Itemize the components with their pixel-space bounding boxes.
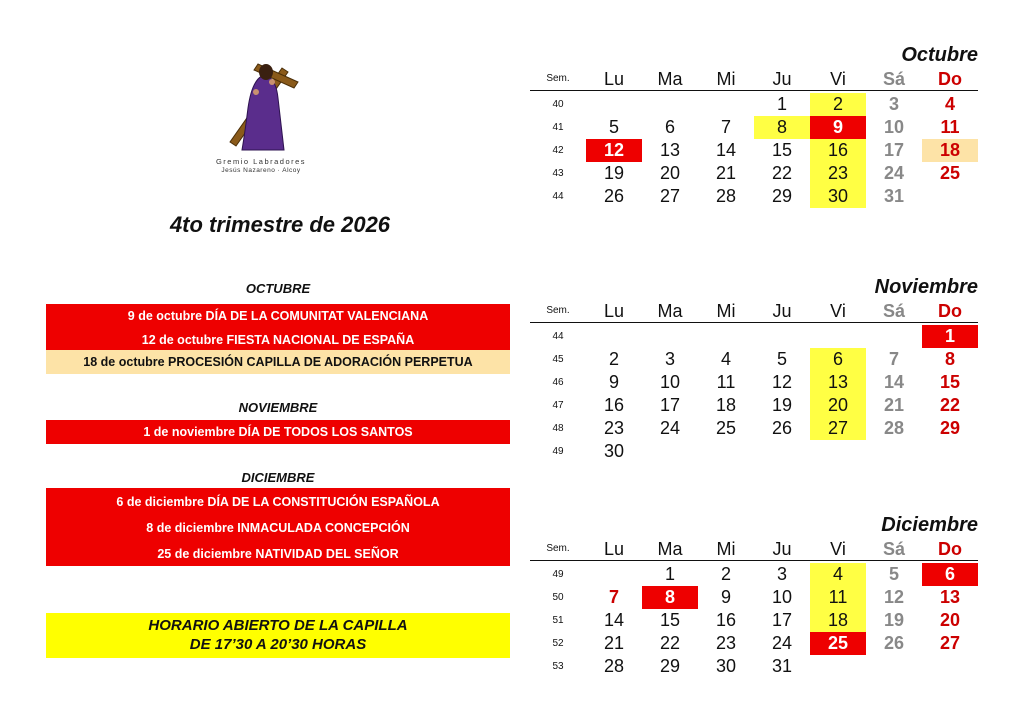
week-number: 48: [552, 423, 564, 434]
day-cell: 21: [715, 163, 737, 183]
weekday-header: Ma: [657, 539, 683, 559]
weekday-header: Ju: [772, 539, 792, 559]
day-cell: 13: [659, 140, 681, 160]
month-title: Octubre: [901, 44, 978, 66]
day-cell: 15: [771, 140, 793, 160]
week-row: [530, 162, 978, 185]
day-cell: 14: [715, 140, 737, 160]
empty-day-cell: [810, 655, 866, 678]
week-row: [530, 417, 978, 440]
day-cell: 27: [939, 633, 961, 653]
holiday-item: 8 de diciembre INMACULADA CONCEPCIÓN: [46, 516, 510, 540]
week-row: [530, 371, 978, 394]
day-cell: 2: [810, 93, 866, 116]
day-cell: 4: [944, 94, 955, 114]
day-cell: 11: [940, 117, 960, 137]
holiday-item: 25 de diciembre NATIVIDAD DEL SEÑOR: [46, 542, 510, 566]
weekday-header: Lu: [603, 539, 625, 559]
calendar-octubre: [530, 44, 978, 214]
week-number: 44: [552, 331, 564, 342]
day-cell: 29: [939, 418, 961, 438]
week-row: [530, 93, 978, 116]
empty-day-cell: [922, 655, 978, 678]
week-number: 45: [552, 354, 564, 365]
empty-day-cell: [810, 440, 866, 463]
weekday-header: Ju: [772, 69, 792, 89]
empty-day-cell: [922, 185, 978, 208]
day-cell: 17: [659, 395, 681, 415]
day-cell: 25: [715, 418, 737, 438]
day-cell: 16: [810, 139, 866, 162]
week-number: 49: [552, 569, 564, 580]
day-cell: 8: [642, 586, 698, 609]
day-cell: 6: [664, 117, 675, 137]
day-cell: 27: [659, 186, 681, 206]
day-cell: 10: [883, 117, 905, 137]
day-cell: 9: [720, 587, 731, 607]
day-cell: 19: [771, 395, 793, 415]
week-number-header: Sem.: [546, 73, 570, 84]
logo-text-gremio: Gremio Labradores: [215, 157, 307, 166]
week-number: 46: [552, 377, 564, 388]
empty-day-cell: [754, 440, 810, 463]
day-cell: 2: [608, 349, 619, 369]
day-cell: 21: [883, 395, 905, 415]
week-row: [530, 116, 978, 139]
holiday-item: 12 de octubre FIESTA NACIONAL DE ESPAÑA: [46, 328, 510, 352]
day-cell: 13: [810, 371, 866, 394]
day-cell: 22: [939, 395, 961, 415]
quarter-title: 4to trimestre de 2026: [169, 212, 391, 237]
empty-day-cell: [586, 563, 642, 586]
day-cell: 31: [883, 186, 905, 206]
empty-day-cell: [698, 325, 754, 348]
day-cell: 28: [715, 186, 737, 206]
week-number: 44: [552, 191, 564, 202]
day-cell: 30: [715, 656, 737, 676]
day-cell: 7: [720, 117, 731, 137]
week-row: [530, 348, 978, 371]
month-title: Diciembre: [881, 514, 978, 536]
week-number: 41: [552, 122, 564, 133]
week-number-header: Sem.: [546, 543, 570, 554]
day-cell: 21: [603, 633, 625, 653]
day-cell: 24: [659, 418, 681, 438]
empty-day-cell: [586, 325, 642, 348]
day-cell: 18: [715, 395, 737, 415]
day-cell: 30: [603, 441, 625, 461]
day-cell: 1: [664, 564, 675, 584]
chapel-hours-line2: DE 17’30 A 20’30 HORAS: [189, 636, 367, 653]
empty-day-cell: [810, 325, 866, 348]
day-cell: 22: [659, 633, 681, 653]
day-cell: 23: [715, 633, 737, 653]
empty-day-cell: [698, 440, 754, 463]
weekday-header: Sá: [882, 69, 906, 89]
week-number: 47: [552, 400, 564, 411]
day-cell: 10: [659, 372, 681, 392]
week-number: 40: [552, 99, 564, 110]
day-cell: 12: [586, 139, 642, 162]
day-cell: 16: [715, 610, 737, 630]
day-cell: 20: [810, 394, 866, 417]
weekday-header: Sá: [882, 301, 906, 321]
weekday-header: Sá: [882, 539, 906, 559]
week-row: [530, 609, 978, 632]
week-row: [530, 440, 978, 463]
weekday-header-row: [530, 300, 978, 323]
day-cell: 29: [659, 656, 681, 676]
calendar-diciembre: [530, 514, 978, 684]
day-cell: 11: [716, 372, 736, 392]
day-cell: 15: [659, 610, 681, 630]
day-cell: 8: [754, 116, 810, 139]
day-cell: 2: [720, 564, 731, 584]
day-cell: 6: [922, 563, 978, 586]
week-number: 51: [552, 615, 564, 626]
week-row: [530, 325, 978, 348]
day-cell: 8: [944, 349, 955, 369]
weekday-header: Ma: [657, 301, 683, 321]
week-number: 50: [552, 592, 564, 603]
chapel-hours-line1: HORARIO ABIERTO DE LA CAPILLA: [148, 617, 408, 634]
empty-day-cell: [754, 325, 810, 348]
holiday-item: 1 de noviembre DÍA DE TODOS LOS SANTOS: [46, 420, 510, 444]
day-cell: 29: [771, 186, 793, 206]
day-cell: 24: [771, 633, 793, 653]
weekday-header: Vi: [830, 301, 846, 321]
day-cell: 4: [810, 563, 866, 586]
day-cell: 26: [883, 633, 905, 653]
day-cell: 6: [810, 348, 866, 371]
day-cell: 23: [810, 162, 866, 185]
day-cell: 5: [608, 117, 619, 137]
day-cell: 17: [883, 140, 905, 160]
day-cell: 5: [888, 564, 899, 584]
empty-day-cell: [866, 325, 922, 348]
weekday-header: Vi: [830, 69, 846, 89]
weekday-header: Lu: [603, 69, 625, 89]
holiday-item: 6 de diciembre DÍA DE LA CONSTITUCIÓN ESPAÑOLA: [46, 490, 510, 514]
day-cell: 15: [939, 372, 961, 392]
day-cell: 28: [603, 656, 625, 676]
day-cell: 14: [603, 610, 625, 630]
chapel-hours-box: [46, 613, 510, 658]
logo-text-nazareno: Jesús Nazareno · Alcoy: [221, 167, 301, 174]
day-cell: 4: [720, 349, 731, 369]
day-cell: 20: [939, 610, 961, 630]
event-item: 18 de octubre PROCESIÓN CAPILLA DE ADORACIÓN PERPETUA: [46, 350, 510, 374]
weekday-header: Mi: [716, 301, 736, 321]
weekday-header: Mi: [716, 69, 736, 89]
day-cell: 14: [883, 372, 905, 392]
weekday-header: Vi: [830, 539, 846, 559]
week-row: [530, 185, 978, 208]
weekday-header: Lu: [603, 301, 625, 321]
week-number: 52: [552, 638, 564, 649]
week-row: [530, 586, 978, 609]
day-cell: 27: [810, 417, 866, 440]
empty-day-cell: [866, 655, 922, 678]
day-cell: 9: [608, 372, 619, 392]
empty-day-cell: [642, 325, 698, 348]
day-cell: 11: [810, 586, 866, 609]
day-cell: 30: [810, 185, 866, 208]
day-cell: 26: [771, 418, 793, 438]
week-row: [530, 563, 978, 586]
day-cell: 25: [810, 632, 866, 655]
day-cell: 12: [771, 372, 793, 392]
day-cell: 1: [776, 94, 787, 114]
weekday-header: Do: [938, 301, 962, 321]
day-cell: 1: [922, 325, 978, 348]
week-number: 42: [552, 145, 564, 156]
day-cell: 9: [810, 116, 866, 139]
empty-day-cell: [866, 440, 922, 463]
week-number: 49: [552, 446, 564, 457]
day-cell: 19: [603, 163, 625, 183]
section-heading-diciembre: DICIEMBRE: [241, 470, 315, 485]
week-row: [530, 394, 978, 417]
day-cell: 22: [771, 163, 793, 183]
week-row: [530, 632, 978, 655]
day-cell: 20: [659, 163, 681, 183]
weekday-header-row: [530, 68, 978, 91]
weekday-header-row: [530, 538, 978, 561]
day-cell: 7: [888, 349, 899, 369]
day-cell: 24: [883, 163, 905, 183]
empty-day-cell: [922, 440, 978, 463]
calendar-noviembre: [530, 276, 978, 468]
empty-day-cell: [698, 93, 754, 116]
week-row: [530, 139, 978, 162]
day-cell: 26: [603, 186, 625, 206]
day-cell: 3: [776, 564, 787, 584]
day-cell: 23: [603, 418, 625, 438]
section-heading-octubre: OCTUBRE: [245, 281, 311, 296]
day-cell: 19: [883, 610, 905, 630]
weekday-header: Ma: [657, 69, 683, 89]
day-cell: 31: [771, 656, 793, 676]
week-number: 53: [552, 661, 564, 672]
week-row: [530, 655, 978, 678]
day-cell: 28: [883, 418, 905, 438]
day-cell: 5: [776, 349, 787, 369]
day-cell: 7: [608, 587, 619, 607]
day-cell: 3: [664, 349, 675, 369]
weekday-header: Do: [938, 69, 962, 89]
weekday-header: Mi: [716, 539, 736, 559]
day-cell: 18: [922, 139, 978, 162]
weekday-header: Do: [938, 539, 962, 559]
day-cell: 17: [771, 610, 793, 630]
nazareno-cross-icon: [210, 50, 310, 158]
day-cell: 3: [888, 94, 899, 114]
empty-day-cell: [586, 93, 642, 116]
day-cell: 25: [939, 163, 961, 183]
section-heading-noviembre: NOVIEMBRE: [238, 400, 318, 415]
empty-day-cell: [642, 93, 698, 116]
weekday-header: Ju: [772, 301, 792, 321]
holiday-item: 9 de octubre DÍA DE LA COMUNITAT VALENCIANA: [46, 304, 510, 328]
week-number-header: Sem.: [546, 305, 570, 316]
week-number: 43: [552, 168, 564, 179]
month-title: Noviembre: [874, 276, 978, 298]
day-cell: 13: [939, 587, 961, 607]
day-cell: 12: [883, 587, 905, 607]
day-cell: 18: [810, 609, 866, 632]
day-cell: 10: [771, 587, 793, 607]
empty-day-cell: [642, 440, 698, 463]
day-cell: 16: [603, 395, 625, 415]
